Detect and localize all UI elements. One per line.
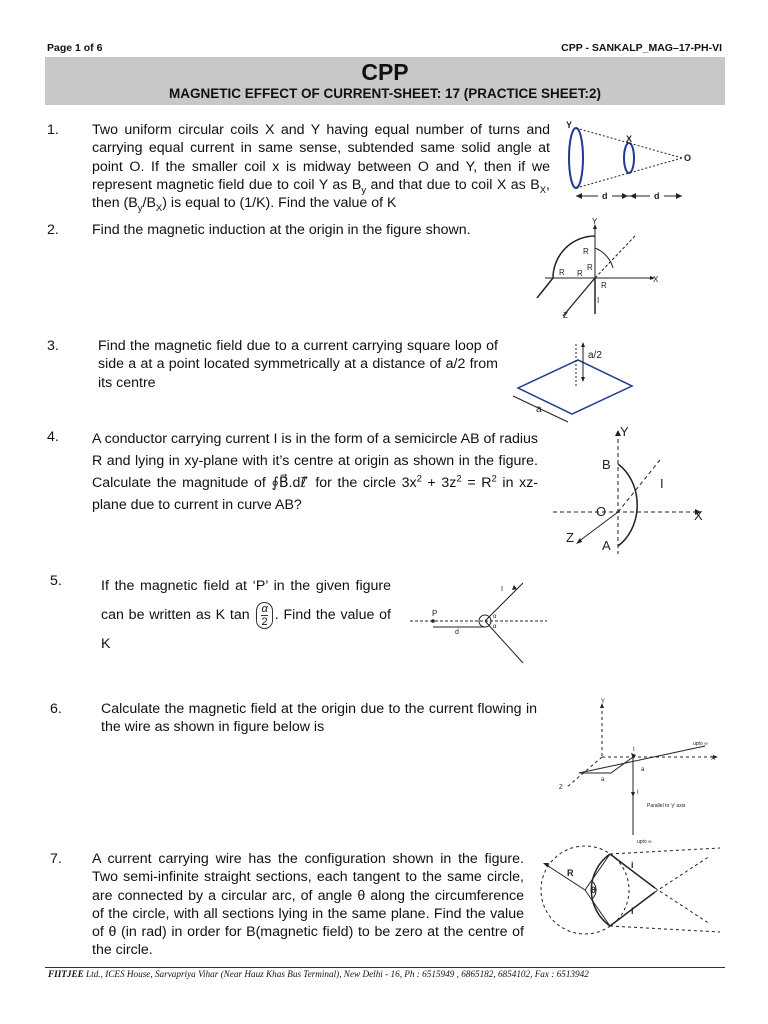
- label-i: I: [660, 476, 664, 491]
- label-i-bottom: i: [631, 906, 634, 916]
- svg-text:I: I: [637, 790, 639, 796]
- question-7-text: A current carrying wire has the configuration shown in the figure. Two semi-infinite straight sections, each tangent to the same circle, are connected by a circular arc, of angle θ along the circumference of the circle, with all sections lying in the same plane. Find the value of θ (in rad) in order for B(magnetic field) to be zero at the centre of the circle.: [92, 851, 524, 959]
- label-i: I: [633, 747, 635, 753]
- page-title: CPP: [361, 59, 409, 85]
- question-number: 5.: [50, 573, 62, 589]
- svg-text:α: α: [493, 624, 497, 630]
- label-o: O: [596, 504, 607, 519]
- coil-y: [569, 128, 583, 188]
- label-z: Z: [566, 530, 574, 545]
- footer-brand: FIITJEE: [48, 969, 84, 979]
- question-number: 1.: [47, 122, 59, 138]
- label-i-top: i: [631, 860, 634, 870]
- label-a: a: [536, 404, 542, 415]
- label-y: Y: [566, 120, 573, 130]
- label-theta: θ: [591, 885, 596, 895]
- label-x: X: [653, 275, 659, 284]
- label-x: X: [694, 508, 703, 523]
- sheet-code: CPP - SANKALP_MAG–17-PH-VI: [561, 42, 722, 54]
- label-y: Y: [601, 699, 606, 705]
- label-upto-bottom: upto ∞: [637, 839, 652, 845]
- title-banner: [45, 57, 725, 105]
- label-i: I: [597, 296, 600, 305]
- coils-figure: [560, 118, 720, 213]
- label-upto-top: upto ∞: [693, 741, 708, 747]
- label-o: O: [684, 153, 692, 163]
- footer-divider: [45, 967, 725, 968]
- label-z: Z: [563, 311, 568, 320]
- question-2-text: Find the magnetic induction at the origin in the figure shown.: [92, 222, 471, 238]
- question-number: 3.: [47, 338, 59, 354]
- svg-text:R: R: [587, 263, 593, 272]
- question-number: 4.: [47, 429, 59, 445]
- question-number: 7.: [50, 851, 62, 867]
- question-4-text: A conductor carrying current I is in the form of a semicircle AB of radius R and lying in xy-plane with it’s centre at origin as shown in the figure. Calculate the magnitude of ∮B⃗.dℓ⃗ for the circle $3x^2 + 3z^2 = R^2$ in xz-plane due to current in curve AB?: [92, 431, 539, 513]
- label-y: Y: [592, 217, 598, 226]
- label-z: Z: [559, 785, 563, 791]
- svg-text:R: R: [577, 269, 583, 278]
- label-a-half: a/2: [588, 350, 602, 361]
- footer: [48, 969, 728, 979]
- question-1-text: Two uniform circular coils X and Y having equal number of turns and carrying equal current in same sense, subtended same solid angle at point O. If the smaller coil x is midway between O and Y, then if we represent magnetic field due to coil Y as $B_y$ and that due to coil X as $B_X$, then $(B_y/B_X)$ is equal to (1/K). Find the value of K: [92, 122, 550, 215]
- footer-address: Ltd., ICES House, Sarvapriya Vihar (Near Hauz Khas Bus Terminal), New Delhi - 16, Ph : 6515949 , 6865182, 6854102, Fax : 6513942: [83, 969, 589, 979]
- label-x: X: [626, 134, 633, 144]
- angle-wires-figure: [405, 578, 565, 673]
- label-y: Y: [620, 424, 629, 439]
- question-6-text: Calculate the magnetic field at the origin due to the current flowing in the wire as shown in figure below is: [101, 701, 537, 736]
- semicircle-axes-figure: [535, 218, 670, 323]
- tangent-wire-figure: [535, 840, 725, 940]
- label-p: P: [432, 609, 438, 618]
- square-loop-figure: [510, 338, 645, 428]
- label-r: R: [583, 247, 589, 256]
- svg-text:R: R: [559, 268, 565, 277]
- label-b: B: [602, 457, 611, 472]
- semicircle-ab-figure: [548, 424, 718, 559]
- label-d: d: [455, 629, 459, 636]
- label-a: a: [641, 767, 645, 773]
- question-number: 2.: [47, 222, 59, 238]
- integral-symbol: ∮B⃗.dℓ⃗: [271, 475, 310, 491]
- label-parallel: Parallel to 'y' axis: [647, 803, 686, 809]
- wire-axes-figure: [555, 697, 735, 845]
- label-a: A: [602, 538, 611, 553]
- label-i: I: [501, 586, 503, 593]
- label-x: X: [711, 756, 716, 762]
- svg-text:R: R: [601, 281, 607, 290]
- question-3-text: Find the magnetic field due to a current carrying square loop of side a at a point located symmetrically at a distance of a/2 from its centre: [98, 338, 498, 391]
- label-d2: d: [654, 191, 660, 201]
- question-5-text: If the magnetic field at ‘P’ in the given figure can be written as K tan $\frac{\alpha}{2}$ . Find the value of K: [101, 578, 391, 652]
- page-number: Page 1 of 6: [47, 42, 103, 54]
- coil-x: [624, 143, 634, 173]
- question-number: 6.: [50, 701, 62, 717]
- fraction-alpha-over-2: $\frac{\alpha}{2}$: [256, 602, 272, 629]
- svg-text:a: a: [601, 777, 605, 783]
- label-alpha: α: [493, 614, 497, 620]
- page-subtitle: MAGNETIC EFFECT OF CURRENT-SHEET: 17 (PRACTICE SHEET:2): [168, 86, 602, 101]
- label-d1: d: [602, 191, 608, 201]
- label-r: R: [567, 868, 574, 878]
